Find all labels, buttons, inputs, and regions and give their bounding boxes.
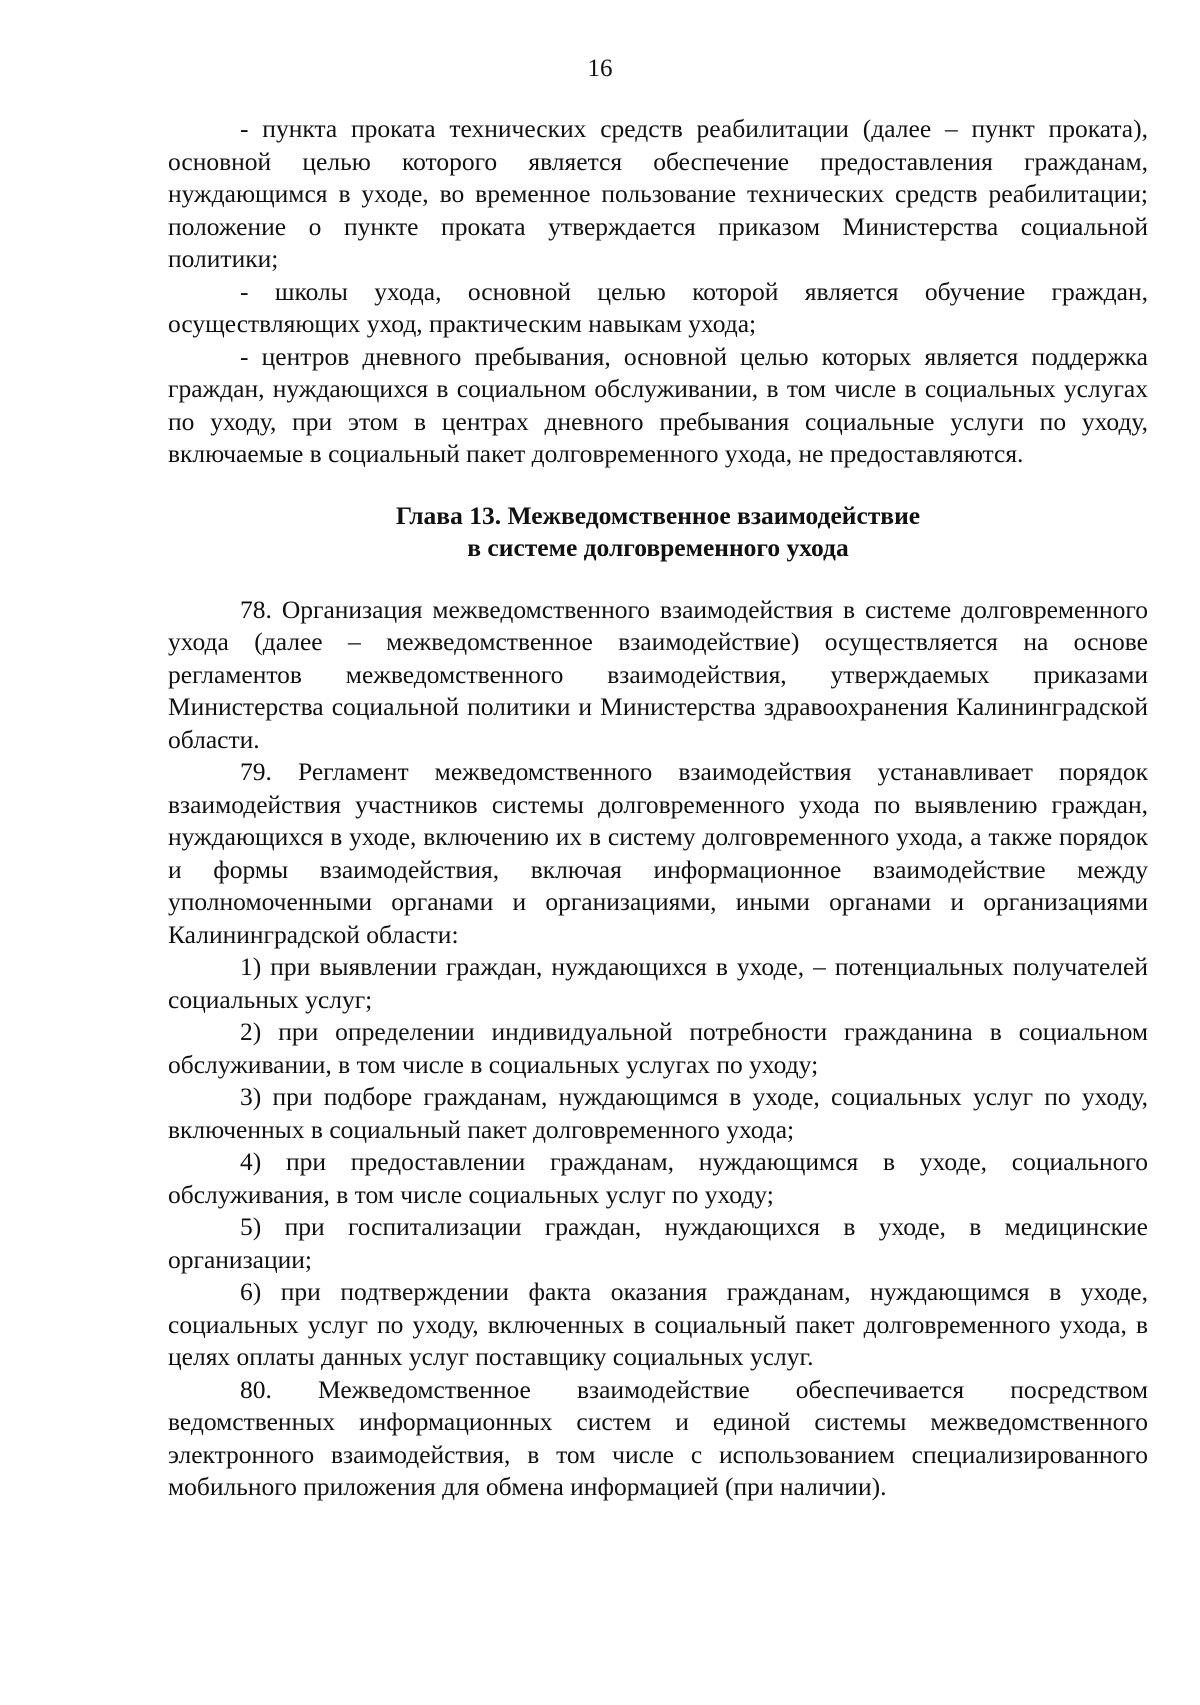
list-item-1: 1) при выявлении граждан, нуждающихся в уходе, – потенциальных получателей социальных услуг; [168,952,1148,1014]
paragraph-80: 80. Межведомственное взаимодействие обеспечивается посредством ведомственных информационных систем и единой системы межведомственного электронного взаимодействия, в том числе с использованием специализированного мобильного приложения для обмена информацией (при наличии). [168,1374,1148,1501]
paragraph-78: 78. Организация межведомственного взаимодействия в системе долговременного ухода (далее – межведомственное взаимодействие) осуществляется на основе регламентов межведомственного взаимодействия, утверждаемых приказами Министерства социальной политики и Министерства здравоохранения Калининградской области. [168,594,1148,754]
paragraph-care-school: - школы ухода, основной целью которой является обучение граждан, осуществляющих уход, практическим навыкам ухода; [168,276,1148,338]
list-item-3: 3) при подборе гражданам, нуждающимся в уходе, социальных услуг по уходу, включенных в социальный пакет долговременного ухода; [168,1082,1148,1144]
list-item-4: 4) при предоставлении гражданам, нуждающимся в уходе, социального обслуживания, в том числе социальных услуг по уходу; [168,1147,1148,1209]
list-item-6: 6) при подтверждении факта оказания гражданам, нуждающимся в уходе, социальных услуг по уходу, включенных в социальный пакет долговременного ухода, в целях оплаты данных услуг поставщику социальных услуг. [168,1277,1148,1371]
paragraph-rental-point: - пункта проката технических средств реабилитации (далее – пункт проката), основной целью которого является обеспечение предоставления гражданам, нуждающимся в уходе, во временное пользование технических средств реабилитации; положение о пункте проката утверждается приказом Министерства социальной политики; [168,114,1148,273]
list-item-2: 2) при определении индивидуальной потребности гражданина в социальном обслуживании, в том числе в социальных услугах по уходу; [168,1017,1148,1079]
chapter-heading-line-2: в системе долговременного ухода [467,533,849,562]
paragraph-79: 79. Регламент межведомственного взаимодействия устанавливает порядок взаимодействия участников системы долговременного ухода по выявлению граждан, нуждающихся в уходе, включению их в систему долговременного ухода, а также порядок и формы взаимодействия, включая информационное взаимодействие между уполномоченными органами и организациями, иными органами и организациями Калининградской области: [168,757,1148,949]
list-item-5: 5) при госпитализации граждан, нуждающихся в уходе, в медицинские организации; [168,1212,1148,1274]
document-body [168,113,1148,1504]
page-number: 16 [587,55,613,82]
paragraph-day-centers: - центров дневного пребывания, основной целью которых является поддержка граждан, нуждающихся в социальном обслуживании, в том числе в социальных услугах по уходу, при этом в центрах дневного пребывания социальные услуги по уходу, включаемые в социальный пакет долговременного ухода, не предоставляются. [168,341,1148,468]
chapter-heading-line-1: Глава 13. Межведомственное взаимодействие [395,500,921,530]
chapter-heading [168,500,1148,565]
